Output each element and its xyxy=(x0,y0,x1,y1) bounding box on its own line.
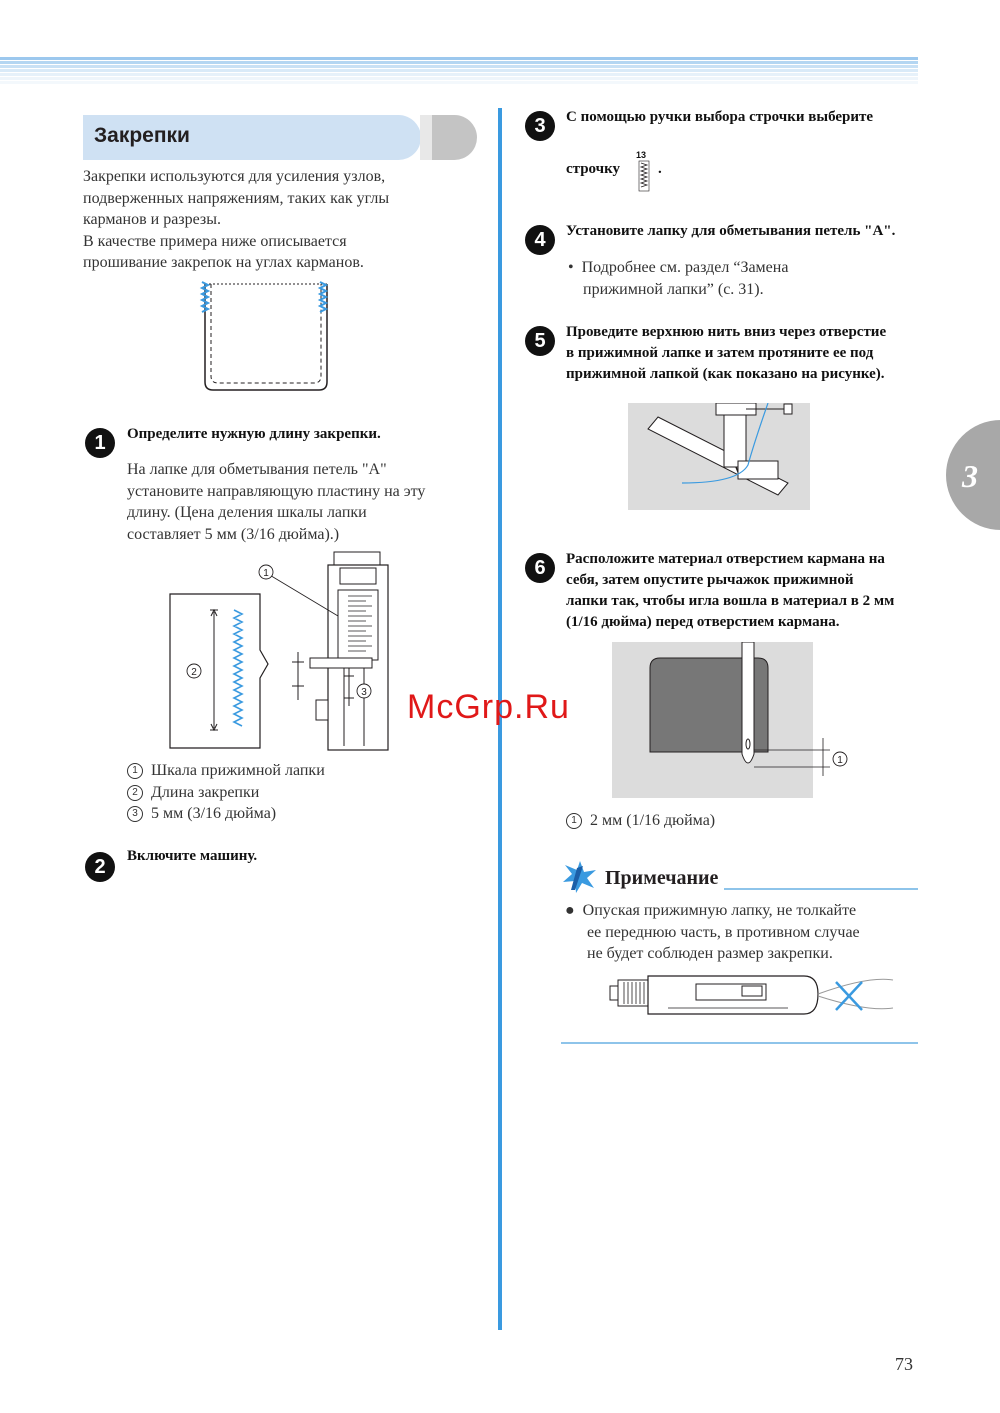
note-body xyxy=(565,900,925,965)
note-icon xyxy=(561,860,599,894)
step-3-title: С помощью ручки выбора строчки выберите xyxy=(566,109,874,125)
needle-position-figure xyxy=(612,642,852,798)
title-line: лапки так, чтобы игла вошла в материал в 2 мм xyxy=(566,593,895,609)
step-5-title xyxy=(566,322,946,385)
step-6-legend xyxy=(566,810,715,832)
intro-paragraph xyxy=(83,166,473,274)
intro-line: карманов и разрезы. xyxy=(83,211,221,228)
body-line: прижимной лапки” (с. 31). xyxy=(583,280,764,298)
chapter-number: 3 xyxy=(962,458,978,494)
note-line: Опуская прижимную лапку, не толкайте xyxy=(582,902,857,919)
body-line: установите направляющую пластину на эту xyxy=(127,482,426,500)
needle-callout-label: 1 xyxy=(837,755,843,766)
legend-number: 1 xyxy=(566,813,582,829)
title-line: прижимной лапкой (как показано на рисунке). xyxy=(566,366,885,382)
bullet: ● xyxy=(565,902,575,919)
step-2-number: 2 xyxy=(85,852,115,882)
legend-text: Шкала прижимной лапки xyxy=(151,762,325,779)
intro-line: подверженных напряжениям, таких как углы xyxy=(83,189,390,207)
note-bottom-rule xyxy=(561,1042,918,1044)
step-1-legend xyxy=(127,760,487,825)
legend-number: 2 xyxy=(127,785,143,801)
bullet: • xyxy=(568,259,574,276)
step-4-title: Установите лапку для обметывания петель "A". xyxy=(566,223,896,239)
title-line: Расположите материал отверстием кармана на xyxy=(566,551,885,567)
note-title-rule xyxy=(724,888,918,890)
step-1-body xyxy=(127,459,487,545)
step-3-period: . xyxy=(658,161,662,177)
page-number: 73 xyxy=(895,1354,913,1374)
step-4-number: 4 xyxy=(525,225,555,255)
intro-line: прошивание закрепок на углах карманов. xyxy=(83,254,364,271)
legend-text: 2 мм (1/16 дюйма) xyxy=(590,812,716,829)
callout-3-label: 3 xyxy=(361,687,367,698)
body-line: составляет 5 мм (3/16 дюйма).) xyxy=(127,525,340,543)
stitch-number-label: 13 xyxy=(636,150,647,160)
body-line: длину. (Цена деления шкалы лапки xyxy=(127,504,367,521)
watermark: McGrp.Ru xyxy=(407,688,570,726)
step-1-title: Определите нужную длину закрепки. xyxy=(127,426,381,442)
note-line: не будет соблюден размер закрепки. xyxy=(587,945,833,962)
legend-item xyxy=(127,782,487,804)
step-1-number: 1 xyxy=(85,428,115,458)
legend-item xyxy=(127,803,487,825)
legend-text: 5 мм (3/16 дюйма) xyxy=(151,805,277,822)
step-2-title: Включите машину. xyxy=(127,848,258,864)
step-6-title xyxy=(566,549,946,633)
intro-line: Закрепки используются для усиления узлов, xyxy=(83,168,386,185)
title-line: Проведите верхнюю нить вниз через отверстие xyxy=(566,324,887,340)
callout-1-label: 1 xyxy=(263,568,269,579)
top-decorative-band xyxy=(0,57,918,85)
note-title: Примечание xyxy=(605,867,719,889)
buttonhole-foot-figure xyxy=(168,550,398,755)
pocket-illustration xyxy=(195,278,335,396)
body-line: Подробнее см. раздел “Замена xyxy=(581,259,789,276)
callout-2-label: 2 xyxy=(191,667,197,678)
section-title: Закрепки xyxy=(94,124,190,147)
bartack-stitch-icon xyxy=(638,160,650,192)
heading-cap-decoration xyxy=(420,115,477,160)
note-line: ее переднюю часть, в противном случае xyxy=(587,923,860,941)
step-4-body xyxy=(568,257,928,300)
section-heading xyxy=(83,115,421,160)
body-line: На лапке для обметывания петель "A" xyxy=(127,461,387,478)
legend-number: 3 xyxy=(127,806,143,822)
legend-item xyxy=(127,760,487,782)
title-line: в прижимной лапке и затем протяните ее под xyxy=(566,345,874,361)
intro-line: В качестве примера ниже описывается xyxy=(83,232,347,250)
step-6-number: 6 xyxy=(525,553,555,583)
thread-foot-figure xyxy=(628,403,810,510)
legend-text: Длина закрепки xyxy=(151,783,260,801)
chapter-tab xyxy=(946,420,1000,530)
step-3-title-cont: строчку xyxy=(566,161,621,177)
step-5-number: 5 xyxy=(525,326,555,356)
step-3-number: 3 xyxy=(525,111,555,141)
title-line: себя, затем опустите рычажок прижимной xyxy=(566,572,854,588)
pushing-foot-figure xyxy=(608,972,898,1020)
title-line: (1/16 дюйма) перед отверстием кармана. xyxy=(566,614,840,630)
legend-number: 1 xyxy=(127,763,143,779)
